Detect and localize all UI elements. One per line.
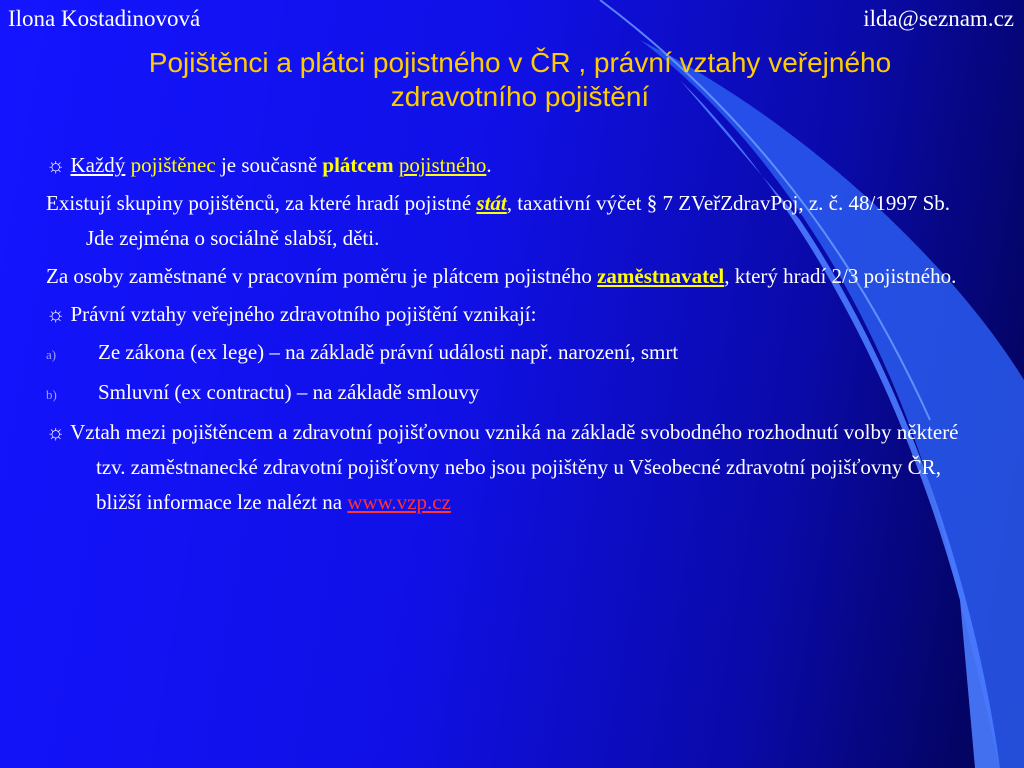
p3-text-c: , který hradí 2/3 pojistného. xyxy=(724,264,957,288)
p1-text-c: je současně xyxy=(220,153,318,177)
p4-text: Právní vztahy veřejného zdravotního pojištění vznikají: xyxy=(70,302,537,326)
p2-text-a: Existují skupiny pojištěnců, za které hradí pojistné xyxy=(46,191,472,215)
p1-term-payer: plátcem xyxy=(322,153,394,177)
p2-term-state: stát xyxy=(476,191,507,215)
paragraph-3 xyxy=(46,259,976,294)
paragraph-5 xyxy=(46,415,976,520)
title-line-2: zdravotního pojištění xyxy=(390,81,650,112)
sun-bullet-icon: ☼ xyxy=(46,302,66,326)
sub-item-a xyxy=(46,335,976,372)
sun-bullet-icon: ☼ xyxy=(46,153,66,177)
slide-content xyxy=(46,148,976,523)
sun-bullet-icon: ☼ xyxy=(46,420,66,444)
author-email: ilda@seznam.cz xyxy=(863,6,1014,31)
p3-term-employer: zaměstnavatel xyxy=(597,264,725,288)
author-name: Ilona Kostadinovová xyxy=(8,6,201,31)
p1-term-insured: pojištěnec xyxy=(130,153,216,177)
slide-title xyxy=(40,46,1000,114)
title-line-1: Pojištěnci a plátci pojistného v ČR , právní vztahy veřejného xyxy=(148,47,892,78)
p5-text: Vztah mezi pojištěncem a zdravotní pojišťovnou vzniká na základě svobodného rozhodnutí volby některé tzv. zaměstnanecké zdravotní pojišťovny nebo jsou pojištěny u Všeobecné zdravotní pojišťovny ČR, bližší informace lze nalézt na xyxy=(70,420,959,514)
p1-text-f: . xyxy=(486,153,492,177)
p1-text-a: Každý xyxy=(70,153,126,177)
paragraph-2 xyxy=(46,186,976,256)
sub-item-text: Smluvní (ex contractu) – na základě smlouvy xyxy=(98,380,480,404)
sub-item-text: Ze zákona (ex lege) – na základě právní události např. narození, smrt xyxy=(98,340,679,364)
sub-item-marker: a) xyxy=(46,347,57,362)
paragraph-4 xyxy=(46,297,976,332)
p2-text-c: , taxativní výčet § 7 ZVeřZdravPoj, z. č. 48/1997 Sb. Jde zejména o sociálně slabší, děti. xyxy=(86,191,951,250)
sub-item-b xyxy=(46,375,976,412)
p1-term-premium: pojistného xyxy=(398,153,487,177)
vzp-link[interactable]: www.vzp.cz xyxy=(347,490,451,514)
sub-item-marker: b) xyxy=(46,387,57,402)
paragraph-1 xyxy=(46,148,976,183)
p3-text-a: Za osoby zaměstnané v pracovním poměru je plátcem pojistného xyxy=(46,264,592,288)
